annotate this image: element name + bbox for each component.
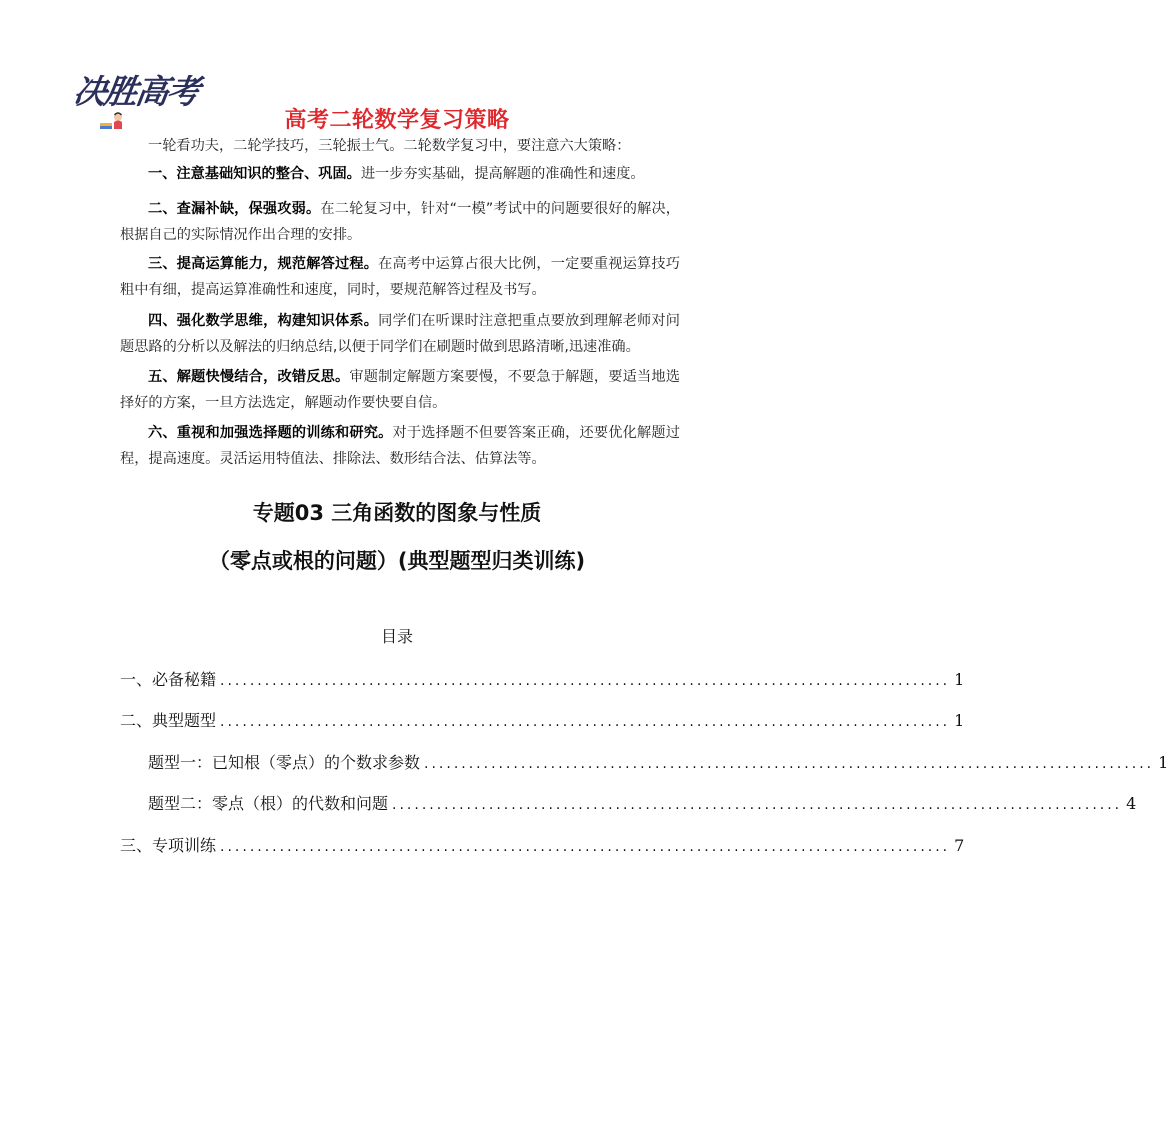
strategy-paragraph-2 xyxy=(120,196,680,248)
toc-page-number: 1 xyxy=(954,670,965,689)
strategy-text-5: 审题制定解题方案要慢，不要急于解题，要适当地选择好的方案，一旦方法选定，解题动作要快要自信。 xyxy=(120,369,680,411)
strategy-heading-5: 五、解题快慢结合，改错反思。 xyxy=(148,369,350,385)
toc-leader-dots: .................................................................................................. xyxy=(220,839,951,855)
toc-page-number: 7 xyxy=(954,836,965,855)
strategy-paragraph-4 xyxy=(120,308,680,360)
toc-page-number: 1 xyxy=(1158,753,1168,772)
toc-leader-dots: .................................................................................................. xyxy=(424,756,1155,772)
strategy-heading-3: 三、提高运算能力，规范解答过程。 xyxy=(148,256,379,272)
toc-entry-label: 题型一：已知根（零点）的个数求参数 xyxy=(148,753,421,772)
topic-subtitle: （零点或根的问题）(典型题型归类训练) xyxy=(208,549,586,573)
logo-text: 决胜高考 xyxy=(70,72,201,111)
intro-paragraph xyxy=(120,133,680,159)
toc-entry-type-one[interactable] xyxy=(148,750,1168,774)
strategy-paragraph-6 xyxy=(120,420,680,472)
strategy-heading-6: 六、重视和加强选择题的训练和研究。 xyxy=(148,425,393,441)
toc-entry-label: 三、专项训练 xyxy=(120,836,217,855)
toc-entry-typical-problems[interactable] xyxy=(120,708,965,732)
strategy-heading-4: 四、强化数学思维，构建知识体系。 xyxy=(148,313,379,329)
toc-entry-essentials[interactable] xyxy=(120,667,965,691)
toc-page-number: 4 xyxy=(1126,794,1137,813)
page-title: 高考二轮数学复习策略 xyxy=(284,108,510,133)
toc-page-number: 1 xyxy=(954,711,965,730)
strategy-text-3: 在高考中运算占很大比例，一定要重视运算技巧粗中有细，提高运算准确性和速度，同时，要规范解答过程及书写。 xyxy=(120,256,680,298)
strategy-text-1: 进一步夯实基础，提高解题的准确性和速度。 xyxy=(360,166,645,182)
toc-entry-type-two[interactable] xyxy=(148,791,1137,815)
toc-leader-dots: .................................................................................................. xyxy=(392,797,1123,813)
strategy-text-4: 同学们在听课时注意把重点要放到理解老师对问题思路的分析以及解法的归纳总结,以便于同学们在刷题时做到思路清晰,迅速准确。 xyxy=(120,313,680,355)
toc-entry-special-training[interactable] xyxy=(120,833,965,857)
strategy-paragraph-3 xyxy=(120,251,680,303)
strategy-paragraph-1 xyxy=(120,161,680,187)
toc-leader-dots: .................................................................................................. xyxy=(220,673,951,689)
strategy-text-6: 对于选择题不但要答案正确，还要优化解题过程，提高速度。灵活运用特值法、排除法、数形结合法、估算法等。 xyxy=(120,425,680,467)
toc-entry-label: 一、必备秘籍 xyxy=(120,670,217,689)
toc-title: 目录 xyxy=(380,627,413,646)
toc-entry-label: 二、典型题型 xyxy=(120,711,217,730)
toc-leader-dots: .................................................................................................. xyxy=(220,714,951,730)
strategy-heading-2: 二、查漏补缺，保强攻弱。 xyxy=(148,201,321,217)
toc-entry-label: 题型二：零点（根）的代数和问题 xyxy=(148,794,389,813)
topic-title: 专题03 三角函数的图象与性质 xyxy=(252,501,542,525)
strategy-paragraph-5 xyxy=(120,364,680,416)
strategy-text-2: 在二轮复习中，针对“一模”考试中的问题要很好的解决，根据自己的实际情况作出合理的安排。 xyxy=(120,201,680,243)
intro-text: 一轮看功夫，二轮学技巧，三轮振士气。二轮数学复习中，要注意六大策略： xyxy=(148,138,631,154)
strategy-heading-1: 一、注意基础知识的整合、巩固。 xyxy=(148,166,361,182)
